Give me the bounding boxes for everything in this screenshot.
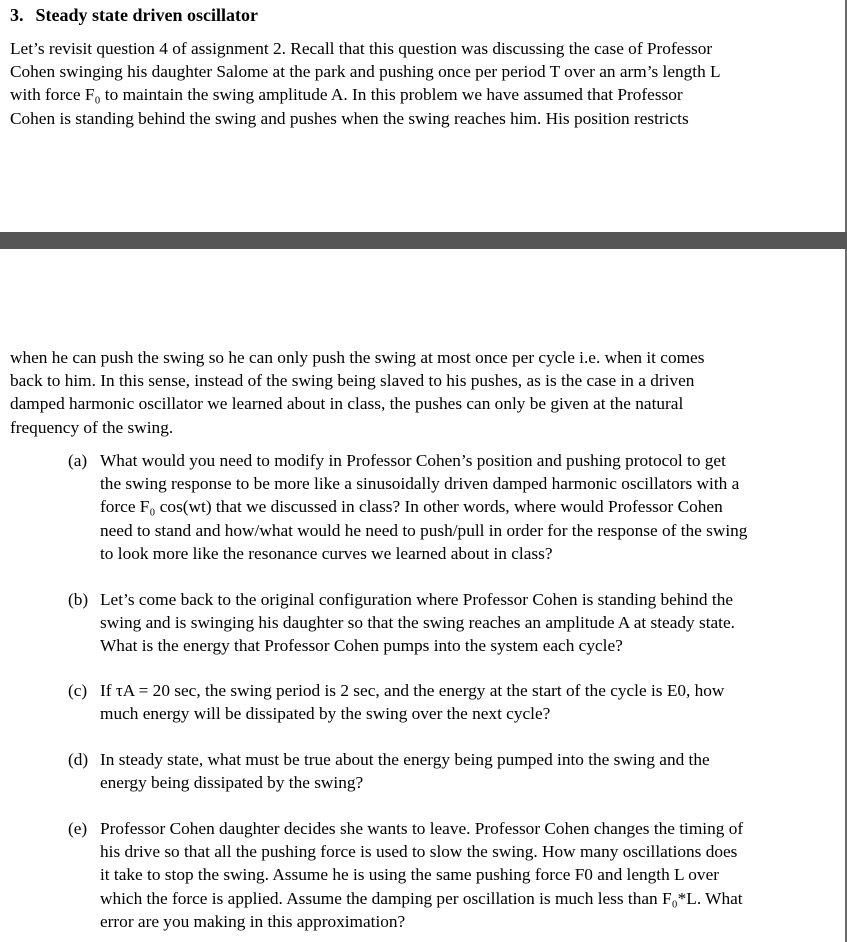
text-line: back to him. In this sense, instead of the swing being slaved to his pushes, as is the case in a driven bbox=[10, 371, 695, 391]
question-text: force F₀ cos(wt) that we discussed in class? In other words, where would Professor Cohen bbox=[100, 497, 723, 517]
question-text: his drive so that all the pushing force is used to slow the swing. How many oscillations does bbox=[100, 842, 738, 862]
question-text: energy being dissipated by the swing? bbox=[100, 773, 364, 793]
question-label: (c) bbox=[68, 681, 88, 700]
question-text: Let’s come back to the original configuration where Professor Cohen is standing behind the bbox=[100, 590, 734, 609]
question-label: (b) bbox=[68, 590, 89, 609]
question-label: (d) bbox=[68, 750, 89, 769]
question-label: (e) bbox=[68, 819, 88, 838]
question-b bbox=[68, 588, 735, 658]
section-number: 3. bbox=[10, 5, 24, 25]
text-line: with force F₀ to maintain the swing amplitude A. In this problem we have assumed that Professor bbox=[10, 85, 683, 105]
question-text: swing and is swinging his daughter so that the swing reaches an amplitude A at steady state. bbox=[100, 613, 735, 633]
text-line: Let’s revisit question 4 of assignment 2. Recall that this question was discussing the case of Professor bbox=[10, 39, 713, 58]
question-text: If τA = 20 sec, the swing period is 2 sec, and the energy at the start of the cycle is E0, how bbox=[100, 681, 725, 700]
question-text: In steady state, what must be true about the energy being pumped into the swing and the bbox=[100, 750, 710, 769]
page-divider bbox=[0, 232, 847, 249]
question-text: to look more like the resonance curves we learned about in class? bbox=[100, 543, 553, 563]
question-text: need to stand and how/what would he need to push/pull in order for the response of the swing bbox=[100, 520, 748, 540]
question-text: much energy will be dissipated by the swing over the next cycle? bbox=[100, 704, 551, 724]
question-label: (a) bbox=[68, 451, 88, 470]
question-e bbox=[68, 817, 743, 933]
intro-paragraph bbox=[10, 37, 721, 130]
continuation-paragraph bbox=[10, 346, 704, 439]
text-line: Cohen is standing behind the swing and pushes when the swing reaches him. His position restricts bbox=[10, 108, 689, 128]
question-text: the swing response to be more like a sinusoidally driven damped harmonic oscillators with a bbox=[100, 474, 740, 494]
question-text: error are you making in this approximation? bbox=[100, 911, 406, 931]
question-d bbox=[68, 748, 710, 794]
text-line: when he can push the swing so he can only push the swing at most once per cycle i.e. when it comes bbox=[10, 348, 705, 367]
section-title: Steady state driven oscillator bbox=[35, 5, 258, 25]
text-line: damped harmonic oscillator we learned about in class, the pushes can only be given at the natural bbox=[10, 394, 684, 414]
text-line: Cohen swinging his daughter Salome at the park and pushing once per period T over an arm’s length L bbox=[10, 62, 721, 82]
text-line: frequency of the swing. bbox=[10, 417, 174, 437]
question-text: it take to stop the swing. Assume he is using the same pushing force F0 and length L over bbox=[100, 865, 719, 885]
question-text: which the force is applied. Assume the damping per oscillation is much less than F₀*L. What bbox=[100, 888, 743, 908]
question-c bbox=[68, 679, 724, 725]
question-text: Professor Cohen daughter decides she wants to leave. Professor Cohen changes the timing of bbox=[100, 819, 744, 838]
section-heading bbox=[10, 4, 258, 26]
question-text: What would you need to modify in Professor Cohen’s position and pushing protocol to get bbox=[100, 451, 726, 470]
question-text: What is the energy that Professor Cohen pumps into the system each cycle? bbox=[100, 636, 623, 656]
question-a bbox=[68, 449, 747, 565]
